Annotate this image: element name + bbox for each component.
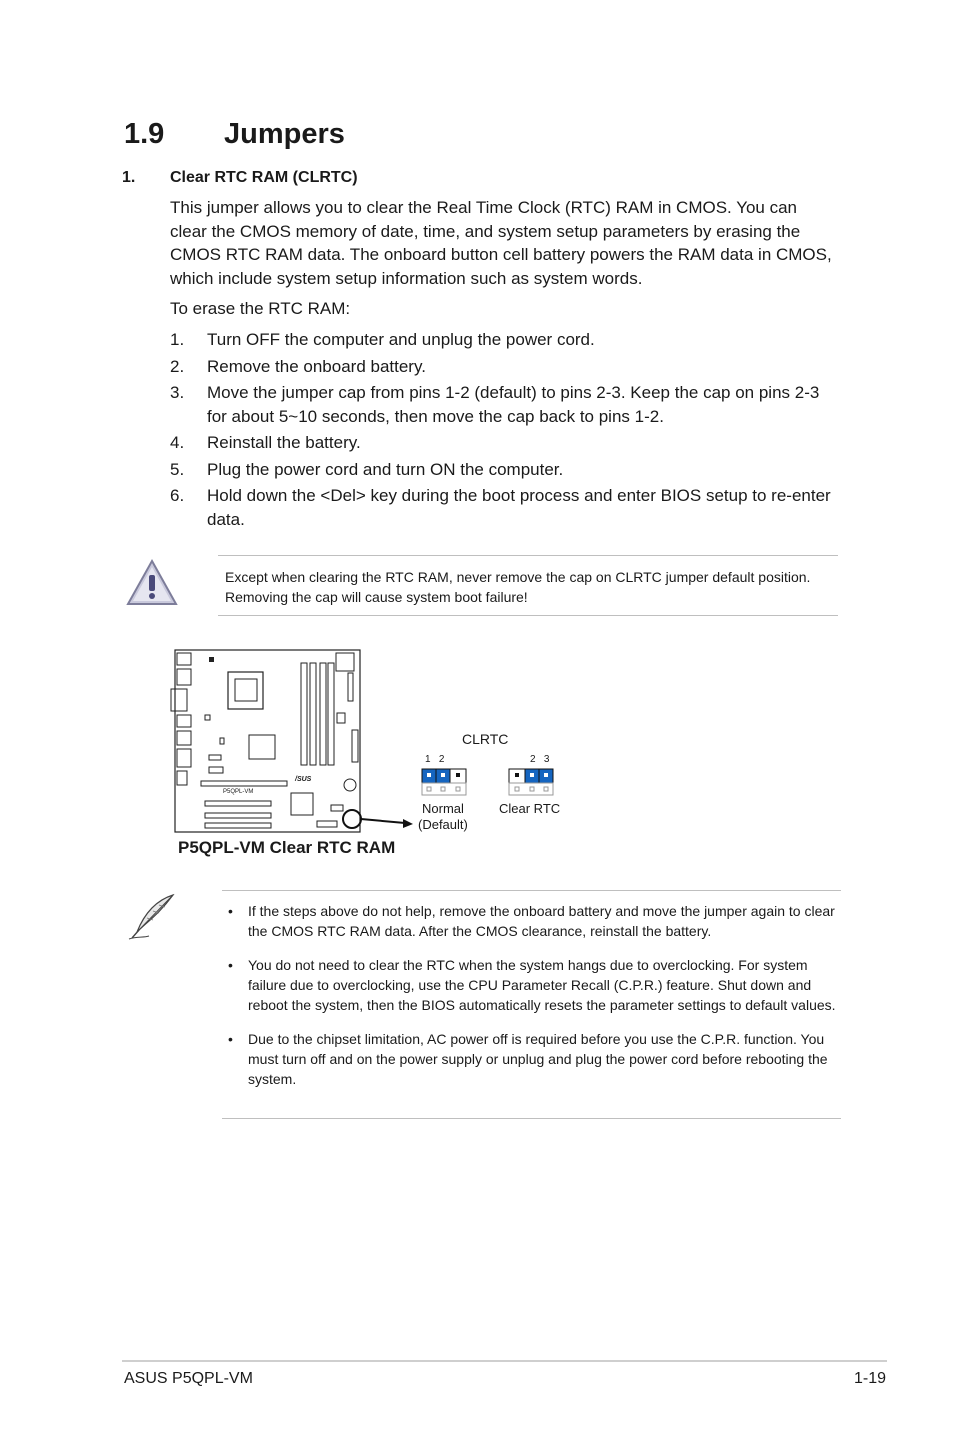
section-title: Jumpers [224, 118, 345, 150]
footer-product: ASUS P5QPL-VM [124, 1370, 253, 1387]
clear-rtc-label: Clear RTC [499, 801, 561, 816]
notes-bottom-rule [222, 1118, 841, 1119]
jumper-label: CLRTC [462, 731, 509, 747]
footer-rule [122, 1360, 887, 1362]
steps-intro: To erase the RTC RAM: [170, 299, 351, 318]
step-item: 3. Move the jumper cap from pins 1-2 (default) to pins 2-3. Keep the cap on pins 2-3 for about 5~10 seconds, then move the cap back to pins 1-2. [170, 383, 820, 426]
default-label: (Default) [418, 817, 468, 832]
page-number: 1-19 [853, 1370, 886, 1387]
notes-top-rule [222, 890, 841, 891]
warning-top-rule [218, 555, 838, 556]
note-item: • Due to the chipset limitation, AC power off is required before you use the C.P.R. function. You must turn off and on the power supply or unplug and plug the power cord before rebooting the system. [228, 1031, 828, 1087]
warning-bottom-rule [218, 615, 838, 616]
motherboard-diagram [165, 645, 625, 835]
item-description: This jumper allows you to clear the Real Time Clock (RTC) RAM in CMOS. You can clear the CMOS memory of date, time, and system setup parameters by erasing the CMOS RTC RAM data. The onboard button cell battery powers the RAM data in CMOS, which include system setup information such as system words. [170, 198, 832, 288]
note-item: • If the steps above do not help, remove the onboard battery and move the jumper again to clear the CMOS RTC RAM data. After the CMOS clearance, reinstall the battery. [228, 903, 835, 939]
warning-triangle-icon [126, 558, 178, 608]
step-item: 1. Turn OFF the computer and unplug the power cord. [170, 330, 595, 349]
warning-text: Except when clearing the RTC RAM, never remove the cap on CLRTC jumper default position. Removing the cap will cause system boot failure! [225, 569, 811, 605]
step-item: 2. Remove the onboard battery. [170, 356, 426, 376]
section-number: 1.9 [124, 118, 165, 150]
normal-label: Normal [422, 801, 464, 816]
item-title: Clear RTC RAM (CLRTC) [170, 169, 358, 186]
board-label: P5QPL-VM [223, 789, 254, 795]
diagram-caption: P5QPL-VM Clear RTC RAM [178, 838, 396, 857]
item-number: 1. [122, 169, 136, 186]
brand-logo: /SUS [295, 776, 312, 783]
step-item: 6. Hold down the <Del> key during the boot process and enter BIOS setup to re-enter data. [170, 486, 831, 529]
step-item: 5. Plug the power cord and turn ON the computer. [170, 459, 564, 479]
steps-list [170, 328, 838, 534]
step-item: 4. Reinstall the battery. [170, 433, 361, 452]
notes-list [228, 901, 842, 1103]
note-item: • You do not need to clear the RTC when the system hangs due to overclocking. For system failure due to overclocking, use the CPU Parameter Recall (C.P.R.) feature. Shut down and reboot the system, then the BIOS automatically resets the parameter settings to default values. [228, 957, 836, 1013]
normal-pin-numbers: 1 2 [425, 754, 445, 765]
clear-pin-numbers: 2 3 [530, 754, 550, 765]
quill-pen-icon [127, 892, 177, 942]
